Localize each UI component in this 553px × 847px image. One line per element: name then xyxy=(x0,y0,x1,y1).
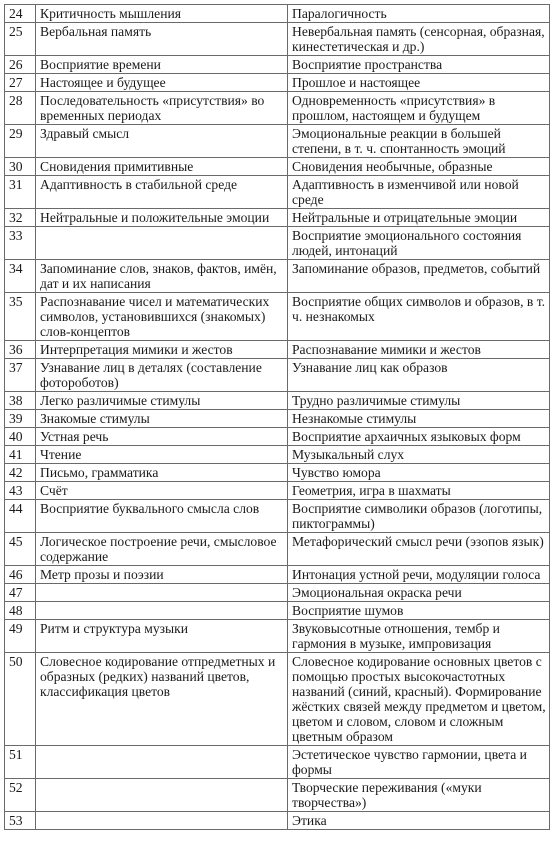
table-row xyxy=(5,341,550,359)
table-row xyxy=(5,746,550,779)
table-row xyxy=(5,359,550,392)
right-cell: Восприятие пространства xyxy=(288,56,550,74)
row-number: 50 xyxy=(5,653,36,746)
table-row xyxy=(5,779,550,812)
left-cell xyxy=(36,584,288,602)
row-number: 49 xyxy=(5,620,36,653)
row-number: 35 xyxy=(5,293,36,341)
left-cell: Метр прозы и поэзии xyxy=(36,566,288,584)
right-cell: Чувство юмора xyxy=(288,464,550,482)
row-number: 42 xyxy=(5,464,36,482)
right-cell: Трудно различимые стимулы xyxy=(288,392,550,410)
left-cell: Нейтральные и положительные эмоции xyxy=(36,209,288,227)
left-cell: Адаптивность в стабильной среде xyxy=(36,176,288,209)
table-row xyxy=(5,125,550,158)
right-cell: Восприятие эмоционального состояния людей, интонаций xyxy=(288,227,550,260)
right-cell: Метафорический смысл речи (эзопов язык) xyxy=(288,533,550,566)
right-cell: Распознавание мимики и жестов xyxy=(288,341,550,359)
right-cell: Одновременность «присутствия» в прошлом, настоящем и будущем xyxy=(288,92,550,125)
table-row xyxy=(5,227,550,260)
table-row xyxy=(5,209,550,227)
row-number: 39 xyxy=(5,410,36,428)
table-row xyxy=(5,500,550,533)
left-cell: Вербальная память xyxy=(36,23,288,56)
table-row xyxy=(5,620,550,653)
left-cell xyxy=(36,602,288,620)
right-cell: Невербальная память (сенсорная, образная, кинестетическая и др.) xyxy=(288,23,550,56)
left-cell: Счёт xyxy=(36,482,288,500)
right-cell: Нейтральные и отрицательные эмоции xyxy=(288,209,550,227)
right-cell: Геометрия, игра в шахматы xyxy=(288,482,550,500)
right-cell: Интонация устной речи, модуляции голоса xyxy=(288,566,550,584)
table-row xyxy=(5,446,550,464)
row-number: 30 xyxy=(5,158,36,176)
table-row xyxy=(5,176,550,209)
left-cell: Здравый смысл xyxy=(36,125,288,158)
row-number: 51 xyxy=(5,746,36,779)
left-cell: Легко различимые стимулы xyxy=(36,392,288,410)
table-row xyxy=(5,533,550,566)
table-row xyxy=(5,410,550,428)
right-cell: Звуковысотные отношения, тембр и гармония в музыке, импровизация xyxy=(288,620,550,653)
row-number: 24 xyxy=(5,5,36,23)
row-number: 38 xyxy=(5,392,36,410)
row-number: 53 xyxy=(5,812,36,830)
row-number: 41 xyxy=(5,446,36,464)
row-number: 45 xyxy=(5,533,36,566)
table-row xyxy=(5,293,550,341)
comparison-table xyxy=(4,4,550,830)
table-body xyxy=(5,5,550,830)
left-cell: Узнавание лиц в деталях (составление фотороботов) xyxy=(36,359,288,392)
right-cell: Узнавание лиц как образов xyxy=(288,359,550,392)
left-cell: Сновидения примитивные xyxy=(36,158,288,176)
left-cell: Критичность мышления xyxy=(36,5,288,23)
right-cell: Восприятие общих символов и образов, в т. ч. незнакомых xyxy=(288,293,550,341)
row-number: 25 xyxy=(5,23,36,56)
row-number: 43 xyxy=(5,482,36,500)
table-row xyxy=(5,74,550,92)
right-cell: Незнакомые стимулы xyxy=(288,410,550,428)
table-row xyxy=(5,653,550,746)
left-cell: Настоящее и будущее xyxy=(36,74,288,92)
left-cell: Знакомые стимулы xyxy=(36,410,288,428)
left-cell: Последовательность «присутствия» во временных периодах xyxy=(36,92,288,125)
table-row xyxy=(5,23,550,56)
row-number: 36 xyxy=(5,341,36,359)
left-cell: Восприятие времени xyxy=(36,56,288,74)
right-cell: Этика xyxy=(288,812,550,830)
table-row xyxy=(5,566,550,584)
right-cell: Восприятие символики образов (логотипы, пиктограммы) xyxy=(288,500,550,533)
right-cell: Эмоциональная окраска речи xyxy=(288,584,550,602)
table-row xyxy=(5,428,550,446)
left-cell: Распознавание чисел и математических символов, установившихся (знакомых) слов-концептов xyxy=(36,293,288,341)
row-number: 46 xyxy=(5,566,36,584)
left-cell: Словесное кодирование отпредметных и образных (редких) названий цветов, классификация цветов xyxy=(36,653,288,746)
left-cell: Логическое построение речи, смысловое содержание xyxy=(36,533,288,566)
right-cell: Словесное кодирование основных цветов с помощью простых высокочастотных названий (синий, красный). Формирование жёстких связей между предметом и цветом, цветом и словом, словом и сложным цветным образом xyxy=(288,653,550,746)
row-number: 44 xyxy=(5,500,36,533)
right-cell: Музыкальный слух xyxy=(288,446,550,464)
row-number: 31 xyxy=(5,176,36,209)
left-cell xyxy=(36,746,288,779)
table-row xyxy=(5,56,550,74)
right-cell: Прошлое и настоящее xyxy=(288,74,550,92)
row-number: 47 xyxy=(5,584,36,602)
row-number: 26 xyxy=(5,56,36,74)
left-cell: Ритм и структура музыки xyxy=(36,620,288,653)
right-cell: Эмоциональные реакции в большей степени, в т. ч. спонтанность эмоций xyxy=(288,125,550,158)
right-cell: Паралогичность xyxy=(288,5,550,23)
row-number: 34 xyxy=(5,260,36,293)
left-cell: Письмо, грамматика xyxy=(36,464,288,482)
left-cell xyxy=(36,812,288,830)
row-number: 40 xyxy=(5,428,36,446)
left-cell xyxy=(36,779,288,812)
right-cell: Эстетическое чувство гармонии, цвета и формы xyxy=(288,746,550,779)
right-cell: Восприятие архаичных языковых форм xyxy=(288,428,550,446)
table-row xyxy=(5,464,550,482)
table-row xyxy=(5,812,550,830)
row-number: 27 xyxy=(5,74,36,92)
left-cell: Интерпретация мимики и жестов xyxy=(36,341,288,359)
row-number: 48 xyxy=(5,602,36,620)
left-cell: Устная речь xyxy=(36,428,288,446)
left-cell: Восприятие буквального смысла слов xyxy=(36,500,288,533)
table-row xyxy=(5,158,550,176)
right-cell: Восприятие шумов xyxy=(288,602,550,620)
row-number: 28 xyxy=(5,92,36,125)
table-row xyxy=(5,584,550,602)
table-row xyxy=(5,482,550,500)
table-row xyxy=(5,92,550,125)
table-row xyxy=(5,5,550,23)
row-number: 29 xyxy=(5,125,36,158)
right-cell: Сновидения необычные, образные xyxy=(288,158,550,176)
row-number: 32 xyxy=(5,209,36,227)
left-cell xyxy=(36,227,288,260)
table-row xyxy=(5,602,550,620)
row-number: 37 xyxy=(5,359,36,392)
table-row xyxy=(5,260,550,293)
right-cell: Адаптивность в изменчивой или новой среде xyxy=(288,176,550,209)
table-row xyxy=(5,392,550,410)
right-cell: Творческие переживания («муки творчества») xyxy=(288,779,550,812)
left-cell: Запоминание слов, знаков, фактов, имён, дат и их написания xyxy=(36,260,288,293)
row-number: 52 xyxy=(5,779,36,812)
left-cell: Чтение xyxy=(36,446,288,464)
right-cell: Запоминание образов, предметов, событий xyxy=(288,260,550,293)
row-number: 33 xyxy=(5,227,36,260)
